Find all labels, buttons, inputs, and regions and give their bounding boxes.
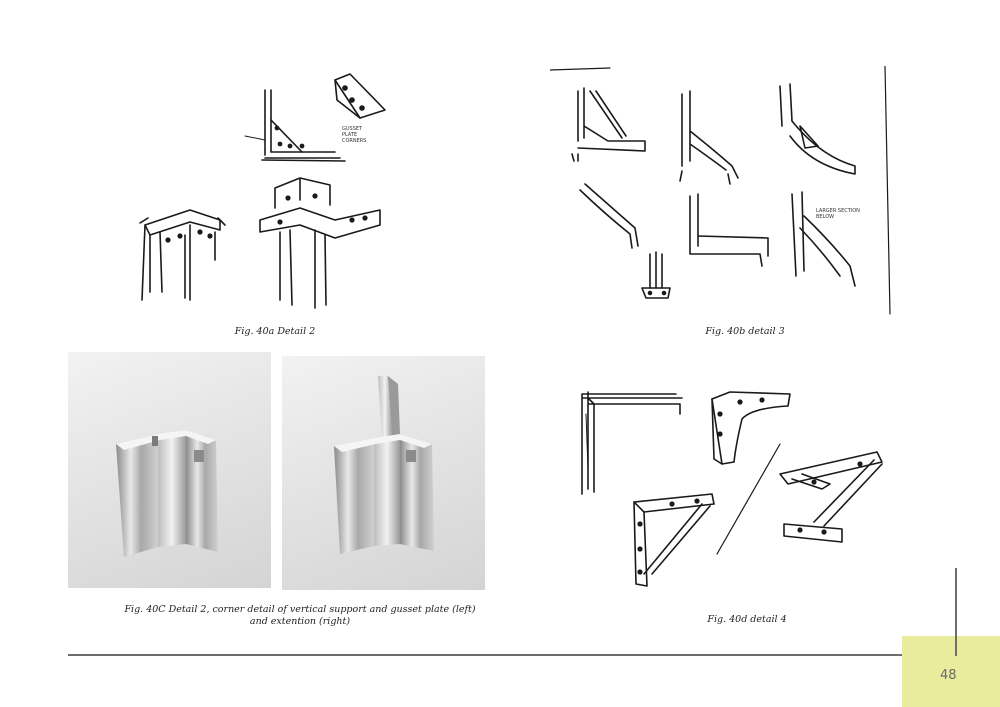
bracket-sketch-2 xyxy=(680,91,738,184)
bracket-sketch-4 xyxy=(580,184,638,248)
braced-bracket-sketch xyxy=(634,494,714,586)
fig-40b-note: LARGER SECTION BELOW xyxy=(816,208,860,220)
fig-40a-caption: Fig. 40a Detail 2 xyxy=(234,326,316,337)
fig-40d-caption: Fig. 40d detail 4 xyxy=(707,614,787,625)
curved-bracket-sketch xyxy=(712,392,790,464)
bracket-sketch-6 xyxy=(792,192,855,286)
fig-40c-render-left xyxy=(68,352,271,588)
right-rule xyxy=(955,568,957,656)
bracket-sketch-1 xyxy=(572,88,645,161)
fig-40c-caption: Fig. 40C Detail 2, corner detail of vertical support and gusset plate (left) and extention (right) xyxy=(124,604,476,627)
wall-corner-sketch xyxy=(245,90,345,161)
bracket-sketch-3 xyxy=(780,84,855,174)
bottom-rule xyxy=(68,654,956,656)
fig-40d-sketch xyxy=(552,384,892,606)
fig-40a-note: GUSSET PLATE CORNERS xyxy=(342,126,367,144)
corner-post-sketch-left xyxy=(140,210,225,300)
bracket-sketch-5 xyxy=(690,194,768,266)
fig-40b-caption: Fig. 40b detail 3 xyxy=(705,326,785,337)
fig-40b-sketch xyxy=(550,66,908,318)
page-number: 48 xyxy=(940,668,957,683)
fig-40c-render-right xyxy=(282,356,485,590)
corner-post-sketch-right xyxy=(260,178,380,308)
gusset-plate-sketch xyxy=(335,74,385,118)
fig-40a-sketch xyxy=(130,60,390,310)
post-base-sketch xyxy=(642,252,670,298)
z-bracket-sketch xyxy=(780,452,882,542)
